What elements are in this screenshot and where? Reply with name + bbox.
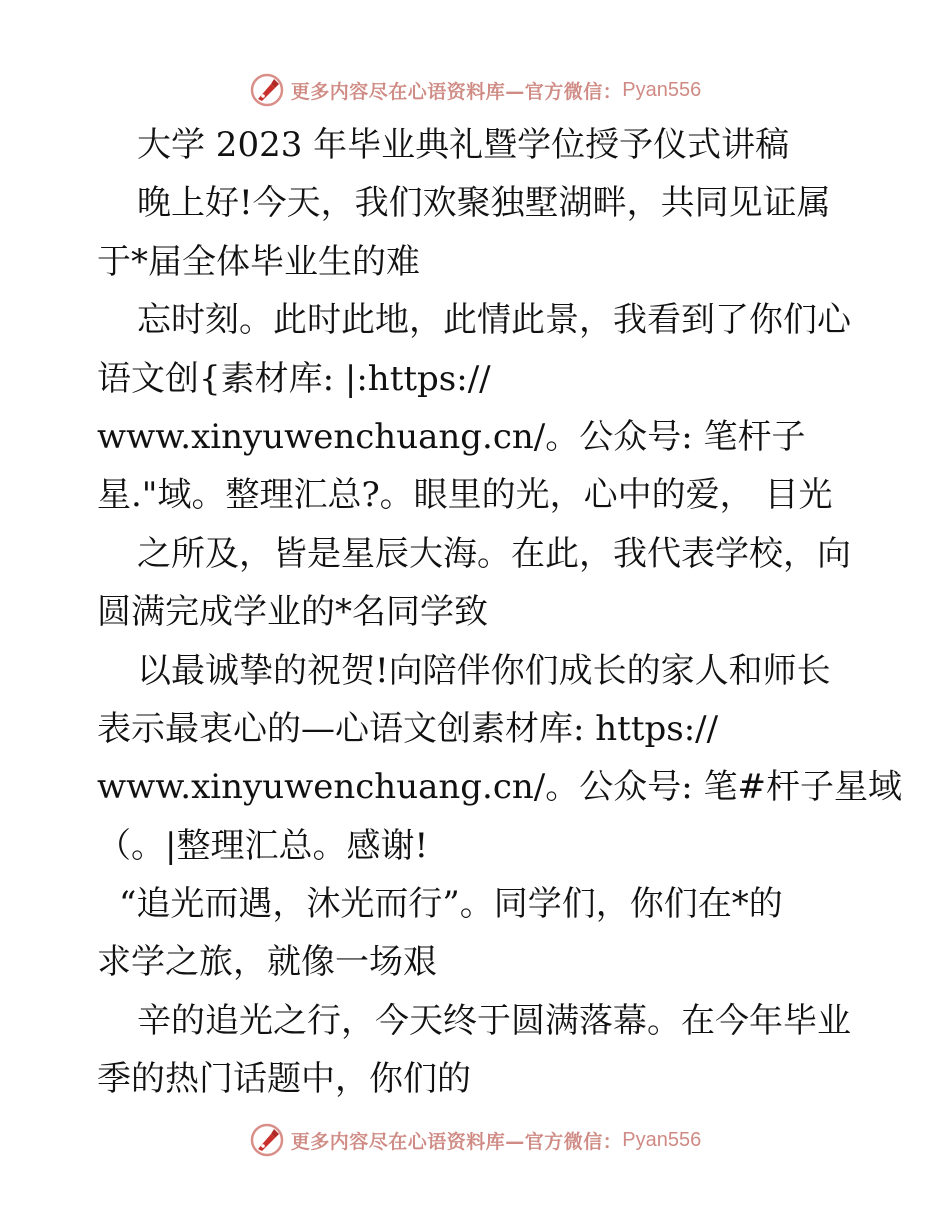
paragraph-line: 忘时刻。此时此地，此情此景，我看到了你们心: [137, 300, 851, 341]
paragraph-line: 辛的追光之行，今天终于圆满落幕。在今年毕业: [137, 1000, 851, 1041]
watermark-footer: [0, 1120, 950, 1160]
pen-nib-logo-icon: [249, 72, 285, 108]
document-body: [97, 116, 902, 1109]
paragraph-line: www.xinyuwenchuang.cn/。公众号: 笔杆子: [97, 416, 806, 457]
paragraph-line: 晚上好!今天，我们欢聚独墅湖畔，共同见证属: [137, 183, 831, 224]
paragraph-line: 语文创{素材库: |:https://: [97, 358, 491, 399]
paragraph-line: 季的热门话题中，你们的: [97, 1059, 471, 1100]
paragraph-line: 星."域。整理汇总?。眼里的光，心中的爱， 目光: [97, 475, 833, 516]
watermark-wechat-id: Pyan556: [622, 1128, 702, 1151]
pen-nib-logo-icon: [249, 1122, 285, 1158]
watermark-wechat-id: Pyan556: [622, 78, 702, 101]
paragraph-line: 圆满完成学业的*名同学致: [97, 592, 488, 633]
paragraph-line: 以最诚挚的祝贺!向陪伴你们成长的家人和师长: [137, 650, 831, 691]
paragraph-line: 表示最衷心的—心语文创素材库: https://: [97, 708, 719, 749]
watermark-text: 更多内容尽在心语资料库—官方微信：: [290, 80, 623, 103]
paragraph-line: www.xinyuwenchuang.cn/。公众号: 笔#杆子星域: [97, 767, 902, 808]
document-title: 大学 2023 年毕业典礼暨学位授予仪式讲稿: [137, 125, 790, 165]
paragraph-line: 于*届全体毕业生的难: [97, 241, 420, 282]
paragraph-line: “追光而遇，沐光而行”。同学们，你们在*的: [119, 884, 783, 925]
watermark-text: 更多内容尽在心语资料库—官方微信：: [290, 1130, 623, 1153]
paragraph-line: 之所及，皆是星辰大海。在此，我代表学校，向: [137, 533, 851, 574]
paragraph-line: （。|整理汇总。感谢!: [97, 825, 429, 866]
paragraph-line: 求学之旅，就像一场艰: [97, 942, 437, 983]
watermark-header: [0, 70, 950, 110]
